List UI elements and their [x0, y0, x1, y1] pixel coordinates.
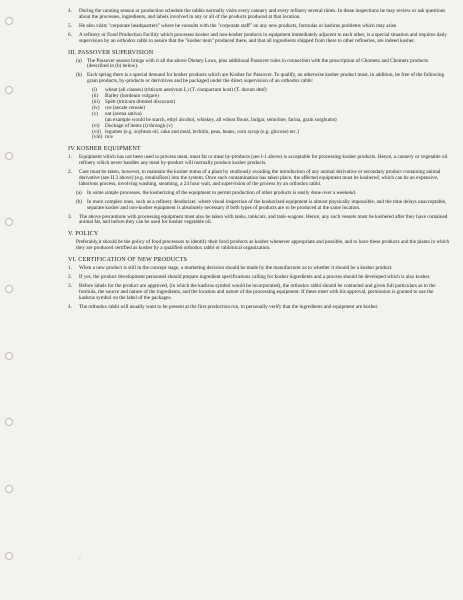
- list-item: [68, 266, 450, 272]
- grain-number: (ii): [92, 93, 99, 100]
- item-text: The Passover season brings with it all the above Dietary Laws, plus additional Passover rules in connection with the proscription of Chometz and Chometz products (described in (b) below).: [87, 57, 429, 70]
- section-heading-passover: III. PASSOVER SUPERVISION: [68, 48, 154, 56]
- policy-paragraph: Preferably,it should be the policy of food processors to identify their food products as kosher whenever appropriate and possible, and to have these products and the plants in which they are produced certified as kosher by a qualified orthodox rabbi or rabbinical organization.: [76, 239, 450, 252]
- grain-number: (iii): [92, 98, 100, 105]
- grain-text: (an example would be starch, ethyl alcohol, whiskey, all wheat flours, bulgar, semoline, farina, grain sorghums): [105, 116, 337, 123]
- list-item: [76, 59, 450, 71]
- item-number: (a): [76, 189, 82, 196]
- list-item: [68, 24, 450, 30]
- item-number: (b): [76, 72, 83, 79]
- grain-text: Spelt (triticum dimmel discocum): [105, 98, 176, 105]
- item-text: If yes, the product development personnel should prepare ingredient specifications calling for kosher ingredients and a process should be developed which is also kosher.: [79, 274, 431, 281]
- item-text: The orthodox rabbi will usually want to be present at the first production run, to personally verify that the ingredients and equipment are kosher.: [79, 303, 379, 310]
- list-item: [68, 215, 450, 227]
- item-number: 2.: [68, 169, 72, 176]
- item-number: 6.: [68, 31, 72, 38]
- list-item: [68, 33, 450, 45]
- item-text: In some simple processes, the kosherizing of the equipment to permit production of other products is easily done over a weekend.: [87, 189, 357, 196]
- grain-text: legumes (e.g. soybean oil, cake and meal, lechitin, peas, beans, corn syrup (e.g. glucose) etc.): [105, 128, 299, 135]
- item-text: Equipment which has not been used to process meat, meat fat or meat by-products (see I-1 above) is acceptable for processing kosher products. Hence, a cannery or vegetable oil refinery which never handles any meat by-product will normally produce kosher products.: [79, 154, 448, 167]
- item-text: When a new product is still in the concept stage, a marketing decision should be made by the manufacturer as to whether it should be a kosher product.: [79, 265, 393, 272]
- punch-hole: [5, 285, 13, 293]
- punch-hole: [5, 352, 13, 360]
- section-heading-equipment: IV KOSHER EQUIPMENT: [68, 145, 141, 153]
- item-number: 4.: [68, 8, 72, 14]
- item-text: He also visits "corporate headquarters" where he consults with the "corporate staff" on any new products, formulas or kashrus problems which may arise.: [79, 22, 398, 29]
- grain-text: rye (secale cereale): [105, 104, 146, 111]
- punch-hole: [5, 418, 13, 426]
- corner-mark: .:: [78, 556, 81, 561]
- punch-hole: [5, 218, 13, 226]
- punch-hole: [5, 17, 13, 25]
- grain-number: (vi): [92, 122, 100, 129]
- list-item: [76, 200, 450, 212]
- item-text: During the canning season or production schedule the rabbis normally visits every cannery and every refinery several times. In these inspections he may review or ask questions about the processes, ingredients, and labels involved in any or all of the products produced at that location.: [79, 8, 446, 20]
- list-item: [68, 155, 450, 167]
- grain-number: (vii): [92, 128, 101, 135]
- item-number: 2.: [68, 274, 72, 281]
- grain-number: (iv): [92, 104, 100, 111]
- item-number: 4.: [68, 303, 72, 310]
- item-number: 3.: [68, 213, 72, 220]
- list-item: [68, 275, 450, 281]
- list-item: [68, 305, 450, 311]
- grain-text: oat (avena sativa): [105, 110, 142, 117]
- item-text: A refinery or Food Production Facility which processes kosher and non-kosher products in equipment immediately adjacent to each other, is a special situation and requires daily supervision by an orthodox rabbi to assure that the "kosher item" produced there, and that all ingredients shipped from there to other refineries, are indeed kosher.: [79, 31, 448, 44]
- grain-text: rice: [105, 134, 113, 141]
- punch-hole: [5, 86, 13, 94]
- grain-number: (viii): [92, 134, 103, 141]
- grain-number: (i): [92, 87, 97, 94]
- item-number: 1.: [68, 265, 72, 272]
- item-text: The above precautions with processing equipment must also be taken with tanks, tankcars, and tank-wagons. Hence, any such vessels must be koshered after they have contained animal fat, and before they can be used for kosher vegetable oil.: [79, 213, 448, 226]
- list-item: [68, 170, 450, 188]
- grain-text: wheat (all classes) (triticum aestivum L) (T. compactum host) (T. durum desf): [105, 87, 267, 94]
- item-text: Care must be taken, however, to maintain the kosher status of a plant by studiously avoiding the introduction of any animal derivative or secondary product containing animal derivative (see II 3 above) (e.g. emulsifiers) into the system. Once such contamination has taken place, the affected equipment must be koshered, which can be an expensive, laborious process, involving washing, steaming, a 24 hour wait, and supervision of the process by an orthodox rabbi.: [79, 169, 441, 187]
- grain-item: [92, 135, 450, 141]
- punch-hole: [5, 485, 13, 493]
- section-heading-policy: V. POLICY: [68, 230, 99, 238]
- list-item: [68, 9, 450, 21]
- document-page: [68, 9, 450, 314]
- grain-list: [92, 88, 450, 141]
- item-text: Before labels for the product are approved, (in which the kashrus symbol would be incorporated), the orthodox rabbi should be contacted and given full particulars as to the formula, the source and nature of the ingredients, and the location and nature of the processing equipment. If these meet with his approval, permission is granted to use the kashrus symbol on the label of the packages.: [79, 283, 436, 301]
- list-item: [68, 284, 450, 302]
- item-number: 5.: [68, 22, 72, 29]
- item-number: 1.: [68, 154, 72, 161]
- item-number: (a): [76, 57, 82, 64]
- punch-hole: [5, 152, 13, 160]
- grain-text: Barley (hordeum vulgare): [105, 93, 159, 100]
- grain-text: Dockage of items (i) through (v): [105, 122, 173, 129]
- item-text: In more complex ones, such as a refinery deodorizer, where visual inspection of the koshorized equipment is almost physically impossible, and the time delays unacceptable, separate kosher and non-kosher equipment is absolutely necessary if both types of products are to be produced at the same location.: [87, 198, 447, 211]
- punch-hole: [5, 552, 13, 560]
- grain-number: (v): [92, 110, 99, 117]
- list-item: [76, 191, 450, 197]
- section-heading-certification: VI. CERTIFICATION OF NEW PRODUCTS: [68, 256, 188, 264]
- item-text: Each spring there is a special demand for kosher products which are Kosher for Passover. To qualify, an otherwise kosher product must, in addition, be free of the following grain products, by-products or derivitives and be packaged under the direct supervision of an orthodox rabbi:: [87, 72, 445, 85]
- list-item: [76, 73, 450, 85]
- item-number: 3.: [68, 283, 72, 289]
- item-number: (b): [76, 198, 83, 205]
